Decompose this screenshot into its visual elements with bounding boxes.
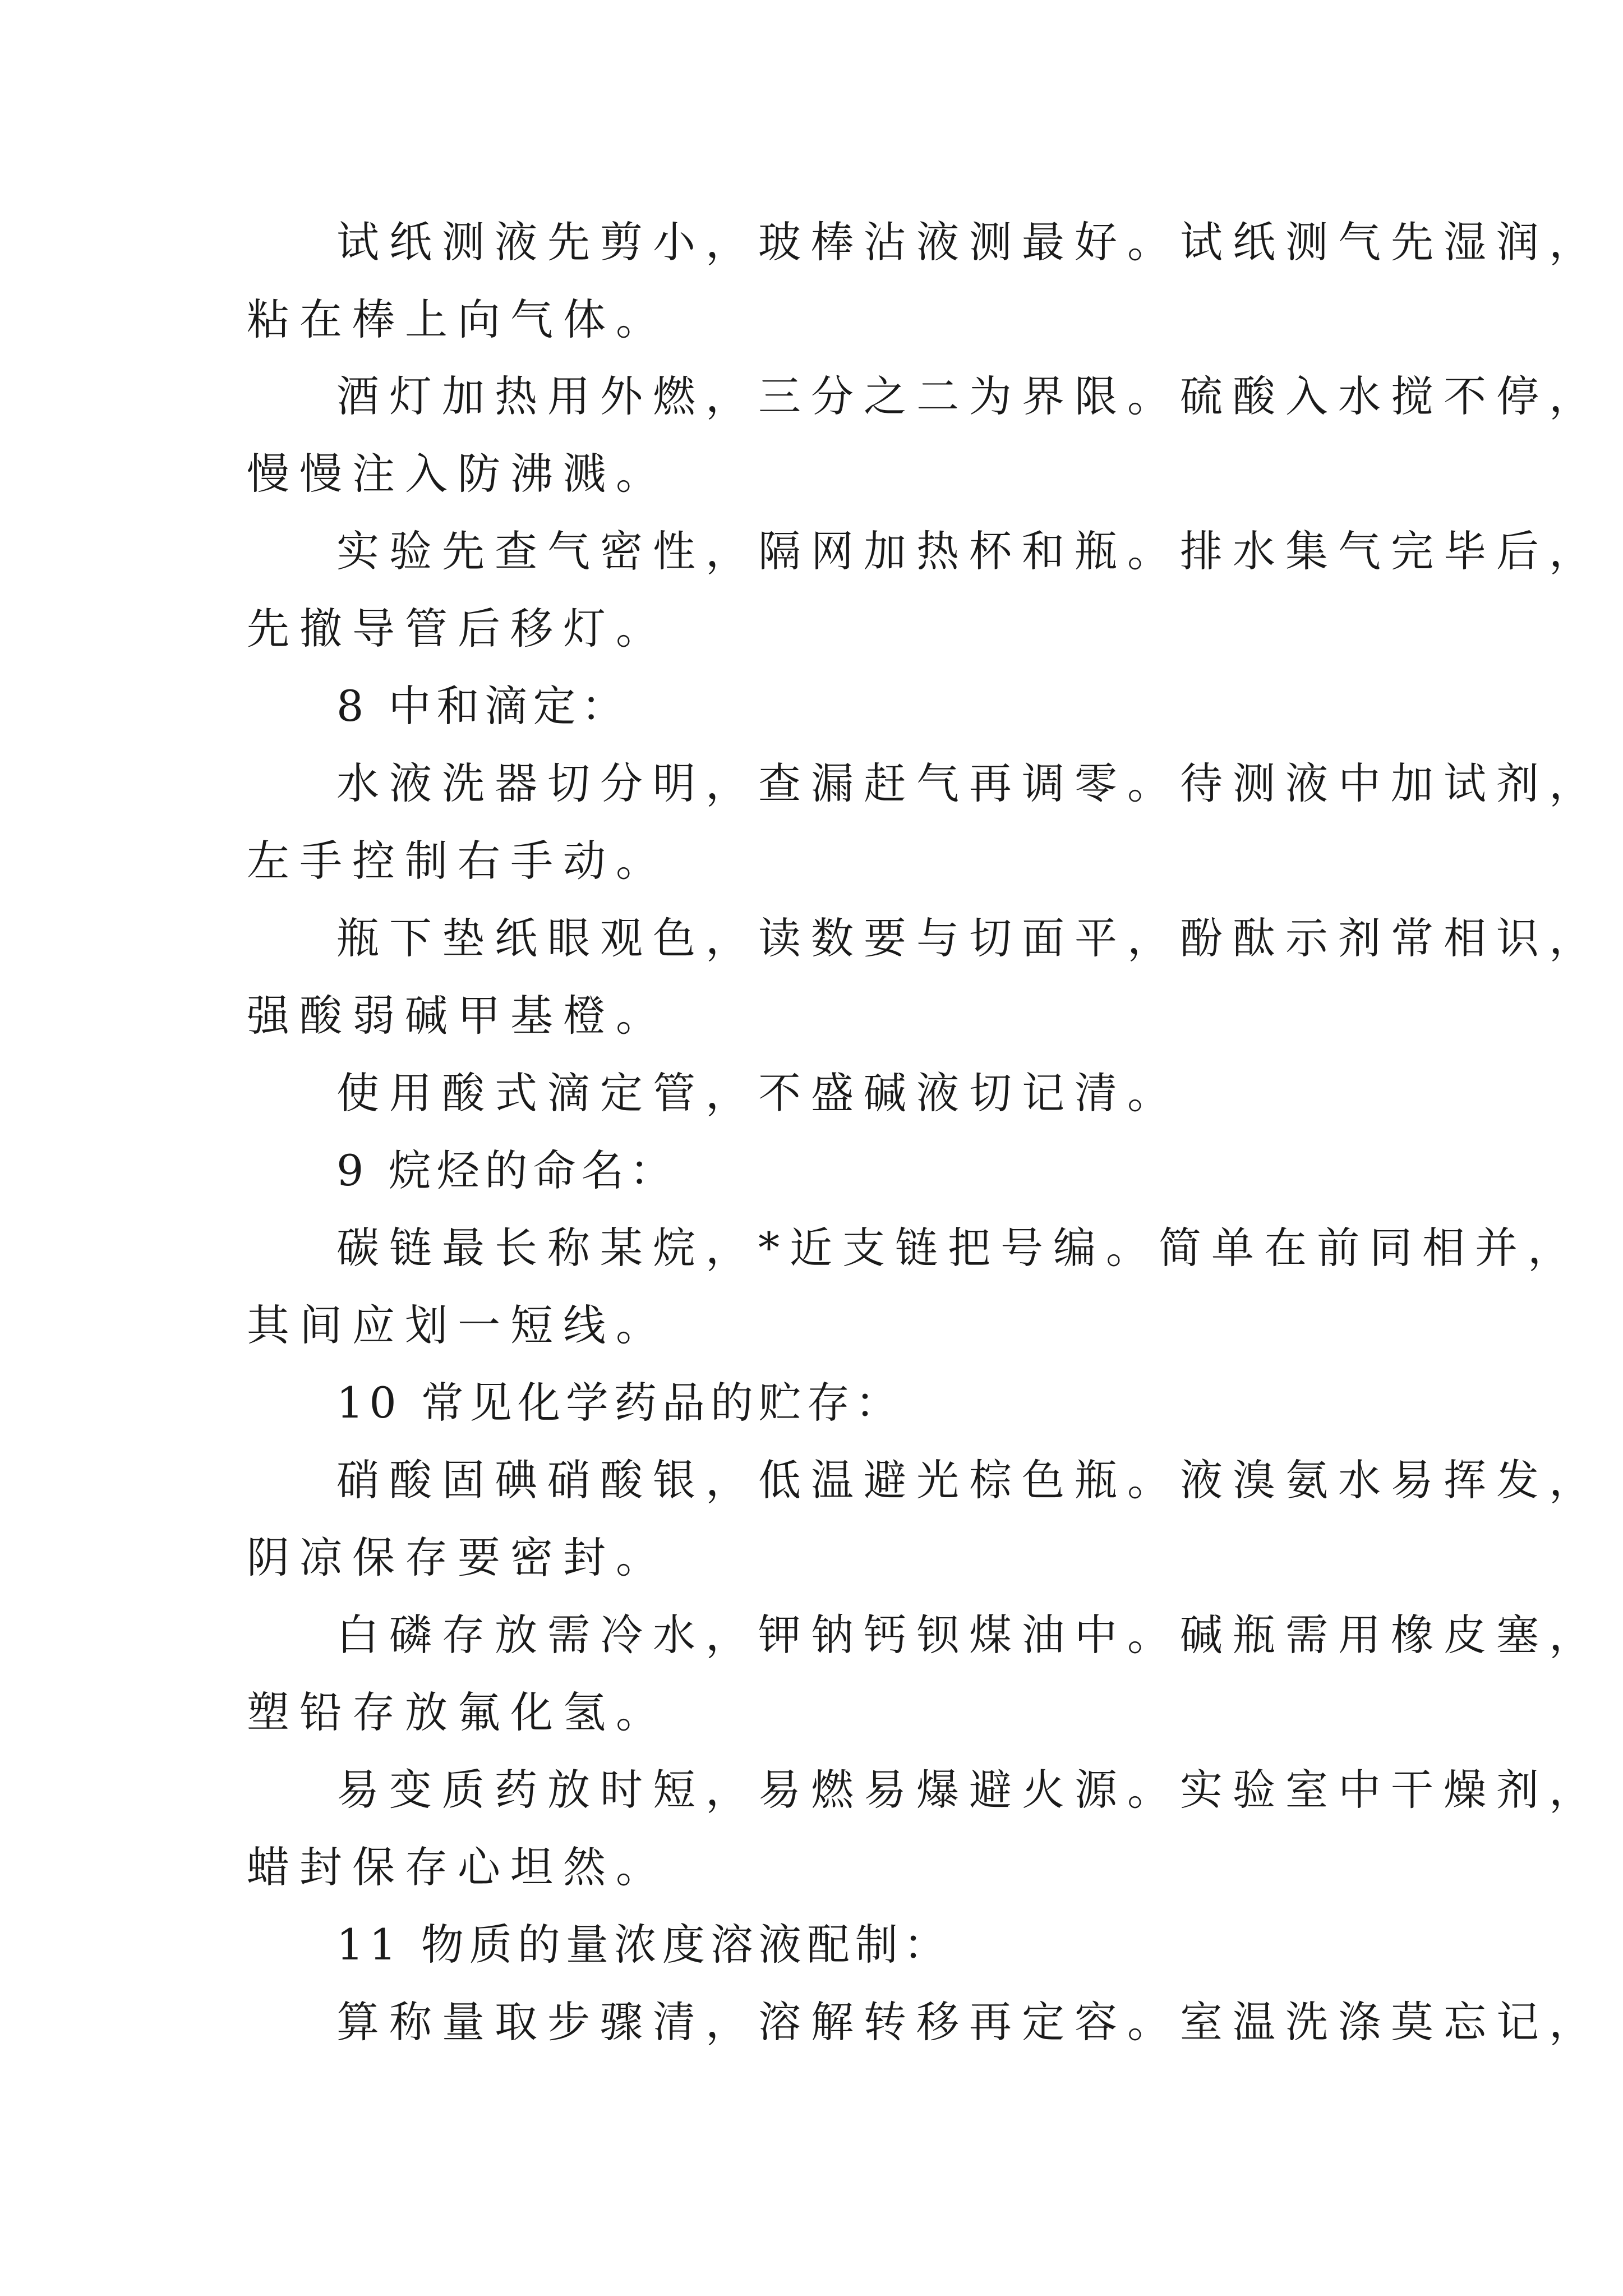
paragraph-line: 易变质药放时短，易燃易爆避火源。实验室中干燥剂， [336, 1765, 1602, 1815]
paragraph-line: 白磷存放需冷水，钾钠钙钡煤油中。碱瓶需用橡皮塞， [336, 1610, 1602, 1660]
paragraph-line: 瓶下垫纸眼观色，读数要与切面平，酚酞示剂常相识， [336, 913, 1602, 963]
paragraph-line: 蜡封保存心坦然。 [247, 1842, 668, 1892]
paragraph-line: 左手控制右手动。 [247, 836, 668, 886]
paragraph-line: 酒灯加热用外燃，三分之二为界限。硫酸入水搅不停， [336, 371, 1602, 421]
section-heading: 8 中和滴定： [336, 681, 630, 731]
paragraph-line: 使用酸式滴定管，不盛碱液切记清。 [336, 1068, 1180, 1118]
section-heading: 9 烷烃的命名： [336, 1145, 678, 1195]
paragraph-line: 塑铅存放氟化氢。 [247, 1687, 668, 1737]
section-heading: 10 常见化学药品的贮存： [336, 1378, 903, 1428]
paragraph-line: 阴凉保存要密封。 [247, 1533, 668, 1582]
paragraph-line: 先撤导管后移灯。 [247, 604, 668, 654]
paragraph-line: 实验先查气密性，隔网加热杯和瓶。排水集气完毕后， [336, 526, 1602, 576]
paragraph-line: 碳链最长称某烷，*近支链把号编。简单在前同相并， [336, 1223, 1580, 1273]
paragraph-line: 试纸测液先剪小，玻棒沾液测最好。试纸测气先湿润， [336, 217, 1602, 267]
paragraph-line: 算称量取步骤清，溶解转移再定容。室温洗涤莫忘记， [336, 1997, 1602, 2047]
paragraph-line: 水液洗器切分明，查漏赶气再调零。待测液中加试剂， [336, 758, 1602, 808]
section-heading: 11 物质的量浓度溶液配制： [336, 1920, 952, 1970]
paragraph-line: 其间应划一短线。 [247, 1300, 668, 1350]
paragraph-line: 慢慢注入防沸溅。 [247, 449, 668, 499]
paragraph-line: 强酸弱碱甲基橙。 [247, 991, 668, 1041]
paragraph-line: 粘在棒上向气体。 [247, 295, 668, 344]
paragraph-line: 硝酸固碘硝酸银，低温避光棕色瓶。液溴氨水易挥发， [336, 1455, 1602, 1505]
